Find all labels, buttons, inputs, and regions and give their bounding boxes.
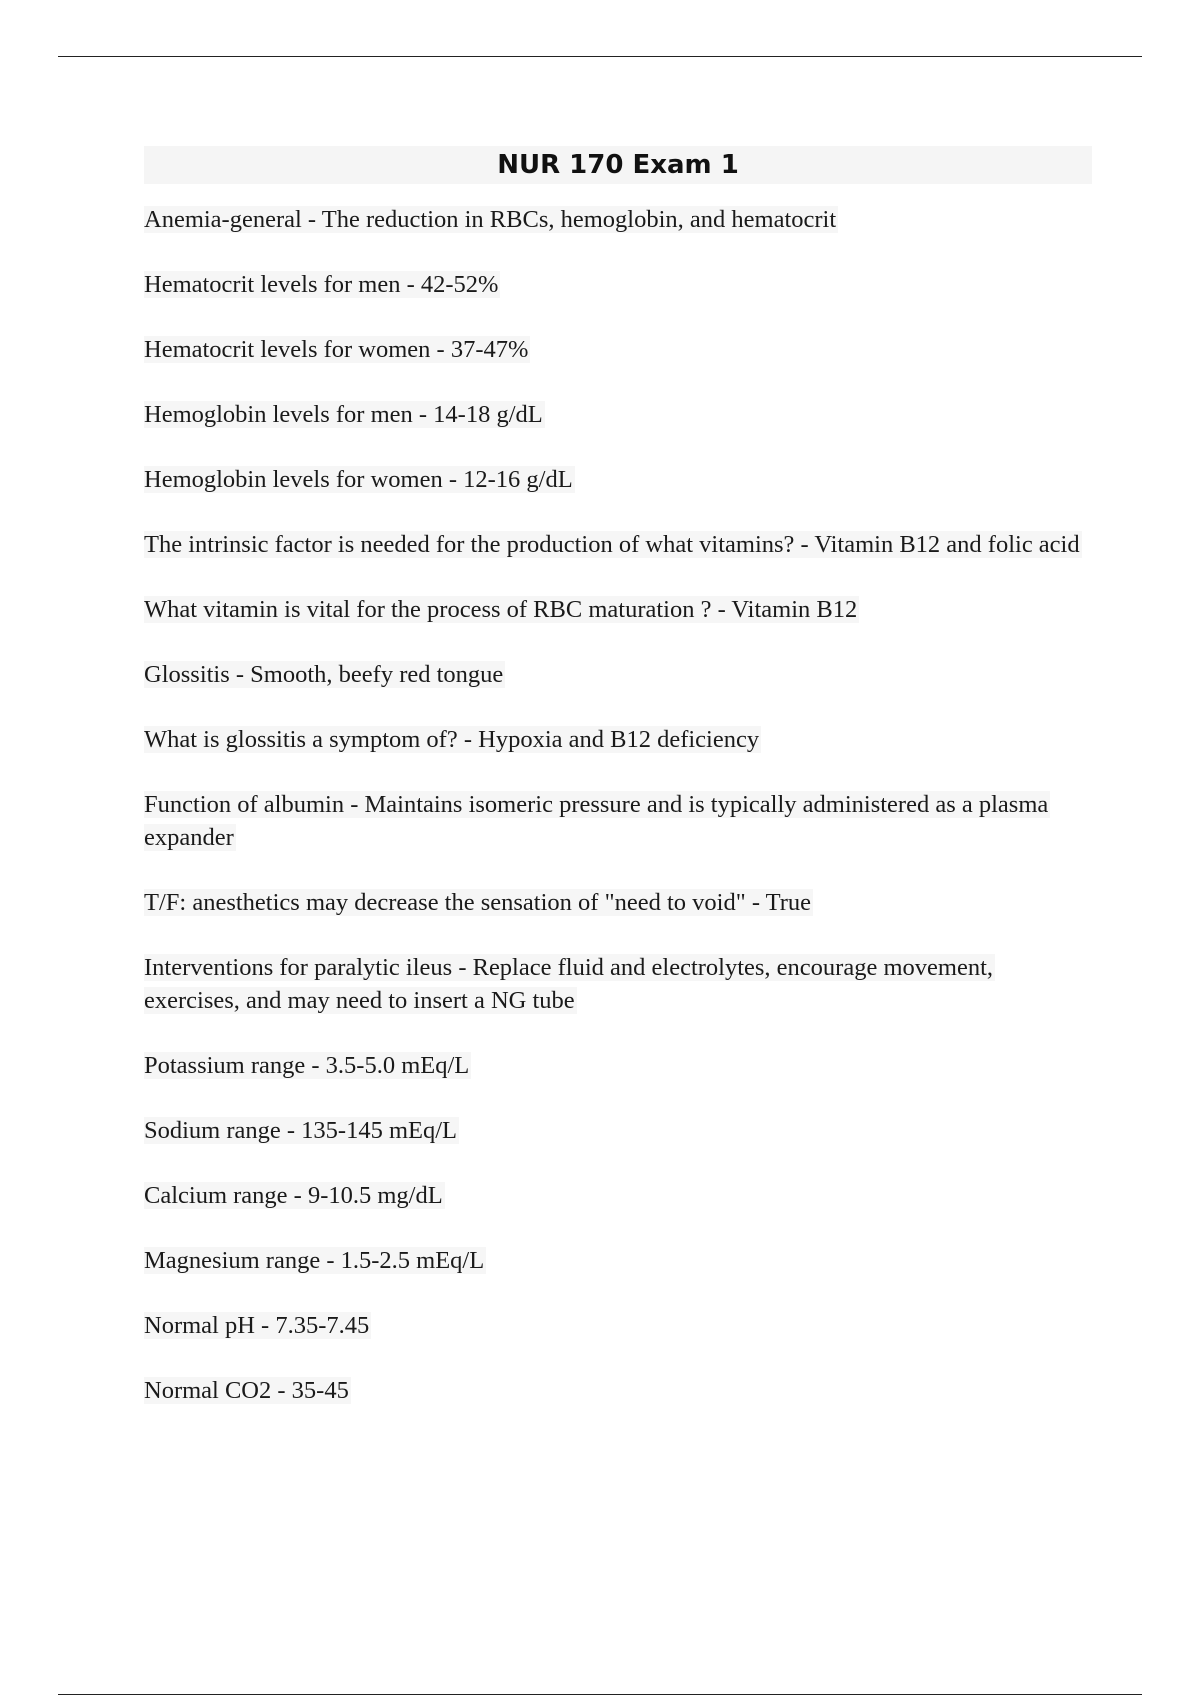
qa-item-hematocrit-men: Hematocrit levels for men - 42-52% bbox=[144, 271, 499, 298]
qa-item-ph: Normal pH - 7.35-7.45 bbox=[144, 1312, 370, 1339]
qa-list bbox=[144, 203, 1092, 1407]
title-bar bbox=[144, 146, 1092, 184]
qa-item-magnesium: Magnesium range - 1.5-2.5 mEq/L bbox=[144, 1247, 485, 1274]
document-body bbox=[144, 146, 1092, 1439]
qa-item-hemoglobin-women: Hemoglobin levels for women - 12-16 g/dL bbox=[144, 466, 573, 493]
qa-item-anesthetics: T/F: anesthetics may decrease the sensation of "need to void" - True bbox=[144, 889, 812, 916]
qa-item-hematocrit-women: Hematocrit levels for women - 37-47% bbox=[144, 336, 529, 363]
qa-item-glossitis: Glossitis - Smooth, beefy red tongue bbox=[144, 661, 504, 688]
qa-item-albumin: Function of albumin - Maintains isomeric pressure and is typically administered as a plasma expander bbox=[144, 791, 1049, 851]
document-title: NUR 170 Exam 1 bbox=[497, 150, 739, 180]
qa-item-glossitis-symptom: What is glossitis a symptom of? - Hypoxia and B12 deficiency bbox=[144, 726, 760, 753]
qa-item-hemoglobin-men: Hemoglobin levels for men - 14-18 g/dL bbox=[144, 401, 543, 428]
bottom-rule bbox=[58, 1694, 1142, 1695]
qa-item-potassium: Potassium range - 3.5-5.0 mEq/L bbox=[144, 1052, 470, 1079]
qa-item-rbc-maturation: What vitamin is vital for the process of RBC maturation ? - Vitamin B12 bbox=[144, 596, 858, 623]
qa-item-co2: Normal CO2 - 35-45 bbox=[144, 1377, 349, 1404]
qa-item-intrinsic-factor: The intrinsic factor is needed for the production of what vitamins? - Vitamin B12 and folic acid bbox=[144, 531, 1080, 558]
qa-item-calcium: Calcium range - 9-10.5 mg/dL bbox=[144, 1182, 443, 1209]
qa-item-sodium: Sodium range - 135-145 mEq/L bbox=[144, 1117, 458, 1144]
qa-item-anemia: Anemia-general - The reduction in RBCs, hemoglobin, and hematocrit bbox=[144, 206, 837, 233]
qa-item-paralytic-ileus: Interventions for paralytic ileus - Replace fluid and electrolytes, encourage movement, exercises, and may need to insert a NG tube bbox=[144, 954, 994, 1014]
top-rule bbox=[58, 56, 1142, 57]
